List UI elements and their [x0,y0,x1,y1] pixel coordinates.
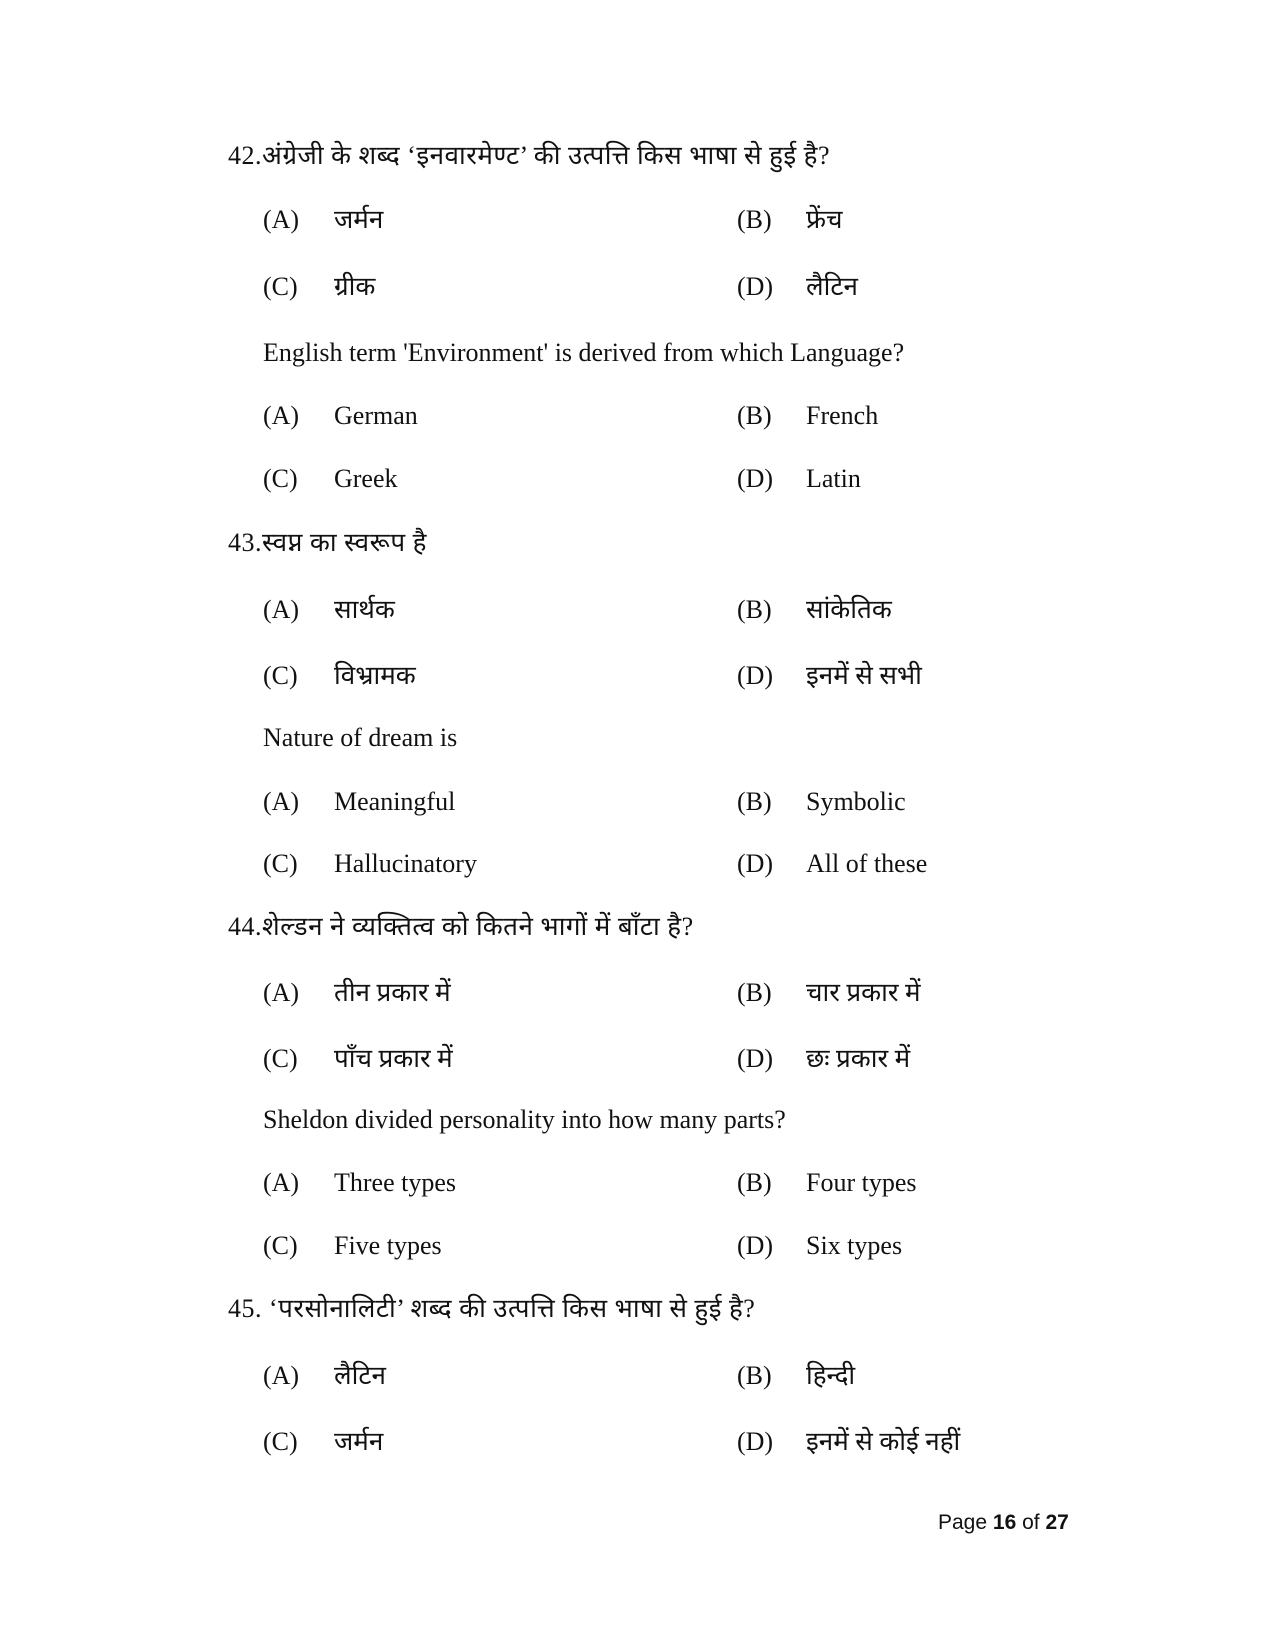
option-row [0,270,1275,304]
option-label: (D) [737,464,774,493]
option-label: (A) [263,205,300,234]
option-label: (A) [263,1361,300,1390]
option-label: (C) [263,1427,298,1456]
option-row [0,659,1275,693]
option-label: (B) [737,1168,772,1197]
option-text: जर्मन [334,1427,384,1456]
option-label: (B) [737,787,772,816]
option-label: (B) [737,595,772,624]
option-label: (A) [263,401,300,430]
option-label: (C) [263,1231,298,1260]
option-text: Greek [334,464,398,493]
page-of: of [1022,1511,1040,1534]
option-text: फ्रेंच [806,205,843,234]
option-label: (D) [737,1427,774,1456]
option-label: (C) [263,661,298,690]
question-42-english: English term 'Environment' is derived from which Language? [263,338,905,367]
option-text: हिन्दी [806,1361,856,1390]
option-label: (B) [737,978,772,1007]
question-44-english: Sheldon divided personality into how many parts? [263,1105,786,1134]
option-label: (D) [737,272,774,301]
option-text: तीन प्रकार में [334,978,451,1007]
option-row [0,847,1275,881]
option-text: लैटिन [334,1361,386,1390]
option-label: (D) [737,1044,774,1073]
option-label: (A) [263,978,300,1007]
option-text: German [334,401,418,430]
option-text: लैटिन [806,272,858,301]
option-label: (C) [263,464,298,493]
option-text: विभ्रामक [334,661,416,690]
option-text: सांकेतिक [806,595,892,624]
option-row [0,1042,1275,1076]
option-row [0,462,1275,496]
option-text: इनमें से कोई नहीं [806,1427,961,1456]
total-page-count: 27 [1045,1511,1069,1534]
option-text: Latin [806,464,861,493]
option-label: (D) [737,849,774,878]
option-text: Symbolic [806,787,906,816]
page-prefix: Page [938,1511,988,1534]
current-page-number: 16 [992,1511,1017,1534]
option-label: (D) [737,1231,774,1260]
option-label: (B) [737,401,772,430]
option-row [0,1229,1275,1263]
option-row [0,1425,1275,1459]
option-text: जर्मन [334,205,384,234]
option-row [0,1166,1275,1200]
option-text: Five types [334,1231,442,1260]
option-text: French [806,401,879,430]
option-text: पाँच प्रकार में [334,1044,453,1073]
question-45-hindi: 45. ‘परसोनालिटी’ शब्द की उत्पत्ति किस भाषा से हुई है? [228,1294,756,1323]
option-text: चार प्रकार में [806,978,921,1007]
option-label: (C) [263,272,298,301]
option-label: (A) [263,1168,300,1197]
question-43-english: Nature of dream is [263,723,458,752]
question-43-hindi: 43.स्वप्न का स्वरूप है [228,528,427,557]
option-row [0,593,1275,627]
page-number-footer [938,1510,1069,1536]
option-text: सार्थक [334,595,395,624]
option-row [0,785,1275,819]
option-label: (A) [263,787,300,816]
question-44-hindi: 44.शेल्डन ने व्यक्तित्व को कितने भागों में बाँटा है? [228,912,694,941]
option-text: छः प्रकार में [806,1044,911,1073]
option-text: All of these [806,849,928,878]
option-text: Four types [806,1168,917,1197]
option-label: (C) [263,849,298,878]
option-label: (B) [737,1361,772,1390]
option-text: Meaningful [334,787,456,816]
option-text: इनमें से सभी [806,661,922,690]
option-label: (C) [263,1044,298,1073]
option-row [0,203,1275,237]
option-label: (A) [263,595,300,624]
option-row [0,976,1275,1010]
option-text: Three types [334,1168,457,1197]
option-text: Six types [806,1231,903,1260]
option-label: (D) [737,661,774,690]
question-42-hindi: 42.अंग्रेजी के शब्द ‘इनवारमेण्ट’ की उत्पत्ति किस भाषा से हुई है? [228,141,830,170]
option-row [0,1359,1275,1393]
option-text: ग्रीक [334,272,376,301]
option-label: (B) [737,205,772,234]
option-row [0,399,1275,433]
option-text: Hallucinatory [334,849,477,878]
